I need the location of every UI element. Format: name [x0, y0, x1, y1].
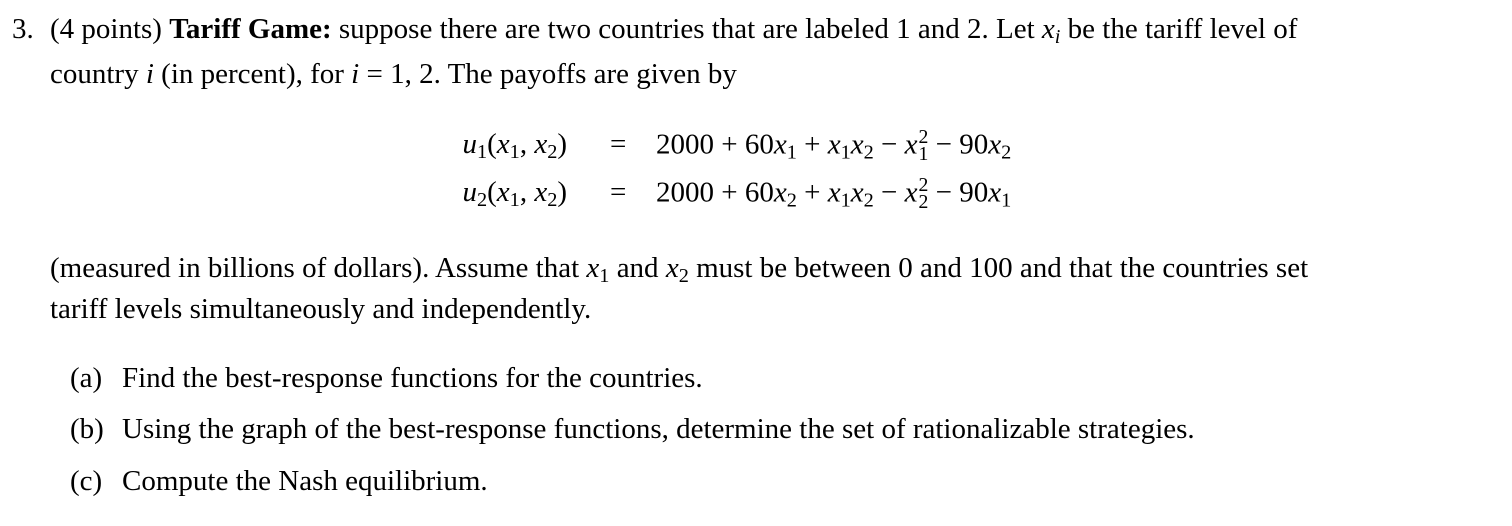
part-a-text: Find the best-response functions for the countries. — [122, 362, 703, 394]
problem-number: 3. — [12, 13, 34, 45]
subscript-i: i — [1054, 26, 1061, 49]
u1-rhs: $2000 + 60x_1 + x_1x_2 - x$ 2 1 − $90x_2$ — [656, 126, 1012, 165]
part-c-text: Compute the Nash equilibrium. — [122, 465, 488, 497]
variable-x: x — [1041, 13, 1055, 45]
u1-equals: = — [610, 128, 627, 160]
part-c-label: (c) — [70, 465, 103, 497]
problem-title: Tariff Game: — [169, 13, 332, 45]
intro-text: suppose there are two countries that are labeled 1 and 2. Let — [338, 13, 1035, 45]
country-text: country — [50, 58, 139, 90]
problem-intro-line-2 — [50, 60, 737, 89]
u1-lhs: $u_1(x_1$, $x_2$) — [462, 128, 567, 164]
part-b — [70, 415, 1195, 444]
u2-rhs: $2000 + 60x_2 + x_1x_2 - x$ 2 2 − $90x_1$ — [656, 174, 1012, 213]
part-b-text: Using the graph of the best-response functions, determine the set of rationalizable strategies. — [122, 413, 1195, 445]
intro-text-end: be the tariff level of — [1067, 13, 1298, 45]
part-a — [70, 364, 703, 393]
problem-intro-line — [50, 13, 1298, 49]
variable-i: i — [145, 58, 154, 90]
variable-i-2: i — [351, 58, 360, 90]
points-label: (4 points) — [50, 13, 162, 45]
percent-text: (in percent), for — [161, 58, 344, 90]
payoff-text: = 1, 2. The payoffs are given by — [366, 58, 737, 90]
part-c — [70, 467, 488, 496]
measured-line-2: tariff levels simultaneously and independently. — [50, 293, 592, 325]
u2-lhs: $u_2(x_1$, $x_2$) — [462, 176, 567, 212]
measured-line: (measured in billions of dollars). Assume that $x_1$ and $x_2$ must be between 0 and 100 and that the countries set — [50, 252, 1309, 288]
part-a-label: (a) — [70, 362, 103, 394]
part-b-label: (b) — [70, 413, 104, 445]
u2-equals: = — [610, 176, 627, 208]
